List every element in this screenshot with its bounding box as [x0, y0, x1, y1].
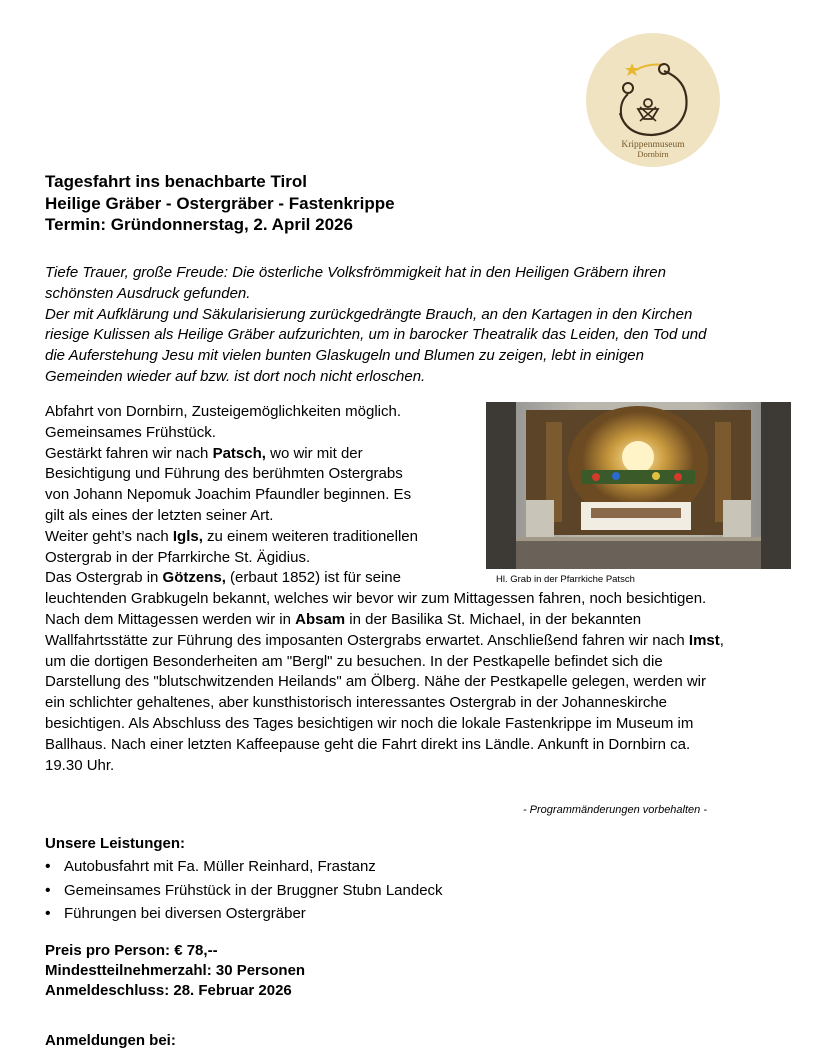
intro-paragraph-2: Der mit Aufklärung und Säkularisierung zurückgedrängte Brauch, an den Kartagen in den Kirchen riesige Kulissen als Heilige Gräber aufzurichten, um in barocker Theatralik das Leiden, den Tod und die Auferstehung Jesu mit vielen bunten Glaskugeln und Blumen zu zeigen, lebt in einigen Gemeinden wieder auf bzw. ist dort noch nicht erloschen. [45, 305, 707, 385]
min-participants: Mindestteilnehmerzahl: 30 Personen [45, 961, 306, 979]
intro-text [45, 263, 725, 388]
logo-name: Krippenmuseum [621, 140, 685, 150]
place-igls: Igls, [172, 527, 203, 545]
program-line: Das Ostergrab in Götzens, (erbaut 1852) ist für seine [45, 569, 401, 587]
program-line: von Johann Nepomuk Joachim Pfaundler beginnen. Es [45, 486, 412, 504]
church-altar-image [486, 402, 791, 569]
logo-place: Dornbirn [637, 149, 669, 159]
place-imst: Imst [688, 631, 720, 649]
place-goetzens: Götzens, [162, 569, 226, 587]
place-absam: Absam [295, 610, 346, 628]
program-line: Abfahrt von Dornbirn, Zusteigemöglichkeiten möglich. [45, 403, 402, 420]
heading-block [45, 171, 395, 236]
services-title: Unsere Leistungen: [45, 835, 186, 852]
program-line: leuchtenden Grabkugeln bekannt, welches wir bevor wir zum Mittagessen fahren, noch besichtigen. [45, 590, 707, 608]
program-line: Ostergrab in der Pfarrkirche St. Ägidius. [45, 548, 311, 566]
program-line: Weiter geht’s nach Igls, zu einem weiteren traditionellen [45, 527, 418, 545]
heading-date: Termin: Gründonnerstag, 2. April 2026 [45, 215, 353, 234]
services-list [45, 855, 443, 926]
program-line: gilt als eines der letzten seiner Art. [45, 507, 274, 524]
heading-subtitle: Heilige Gräber - Ostergräber - Fastenkrippe [45, 193, 395, 213]
registration-title: Anmeldungen bei: [45, 1032, 176, 1049]
price-per-person: Preis pro Person: € 78,-- [45, 942, 218, 959]
service-item: • Führungen bei diversen Ostergräber [45, 902, 443, 926]
church-photo [486, 402, 791, 569]
place-patsch: Patsch, [212, 444, 266, 462]
program-continuation [45, 589, 725, 776]
program-line: Besichtigung und Führung des berühmten Ostergrabs [45, 465, 403, 483]
service-item: • Autobusfahrt mit Fa. Müller Reinhard, Frastanz [45, 855, 443, 879]
price-block [45, 941, 305, 1000]
intro-paragraph-1: Tiefe Trauer, große Freude: Die österliche Volksfrömmigkeit hat in den Heiligen Gräbern ihren schönsten Ausdruck gefunden. [45, 264, 666, 302]
photo-caption: Hl. Grab in der Pfarrkiche Patsch [496, 574, 635, 585]
heading-title: Tagesfahrt ins benachbarte Tirol [45, 172, 307, 191]
program-line: Gestärkt fahren wir nach Patsch, wo wir mit der [45, 444, 363, 462]
program-paragraph-2: Nach dem Mittagessen werden wir in Absam in der Basilika St. Michael, in der bekannten Wallfahrtsstätte zur Führung des imposanten Ostergrabs erwartet. Anschließend fahren wir nach Imst, um die dortigen Besonderheiten am "Bergl" zu besuchen. In der Pestkapelle befindet sich die Darstellung des "blutschwitzenden Heilands" am Ölberg. Nähe der Pestkapelle gelegen, werden wir ein schlichter gehaltenes, aber kunsthistorisch interessantes Ostergrab in der Johanneskirche besichtigen. Als Abschluss des Tages besichtigen wir noch die lokale Fastenkrippe im Museum im Ballhaus. Nach einer letzten Kaffeepause geht die Fahrt direkt ins Ländle. Ankunft in Dornbirn ca. 19.30 Uhr. [45, 610, 724, 774]
registration-deadline: Anmeldeschluss: 28. Februar 2026 [45, 981, 292, 999]
service-item: • Gemeinsames Frühstück in der Bruggner Stubn Landeck [45, 879, 443, 903]
krippenmuseum-logo [586, 33, 720, 167]
program-line: Gemeinsames Frühstück. [45, 423, 216, 441]
program-change-note: - Programmänderungen vorbehalten - [522, 804, 707, 816]
